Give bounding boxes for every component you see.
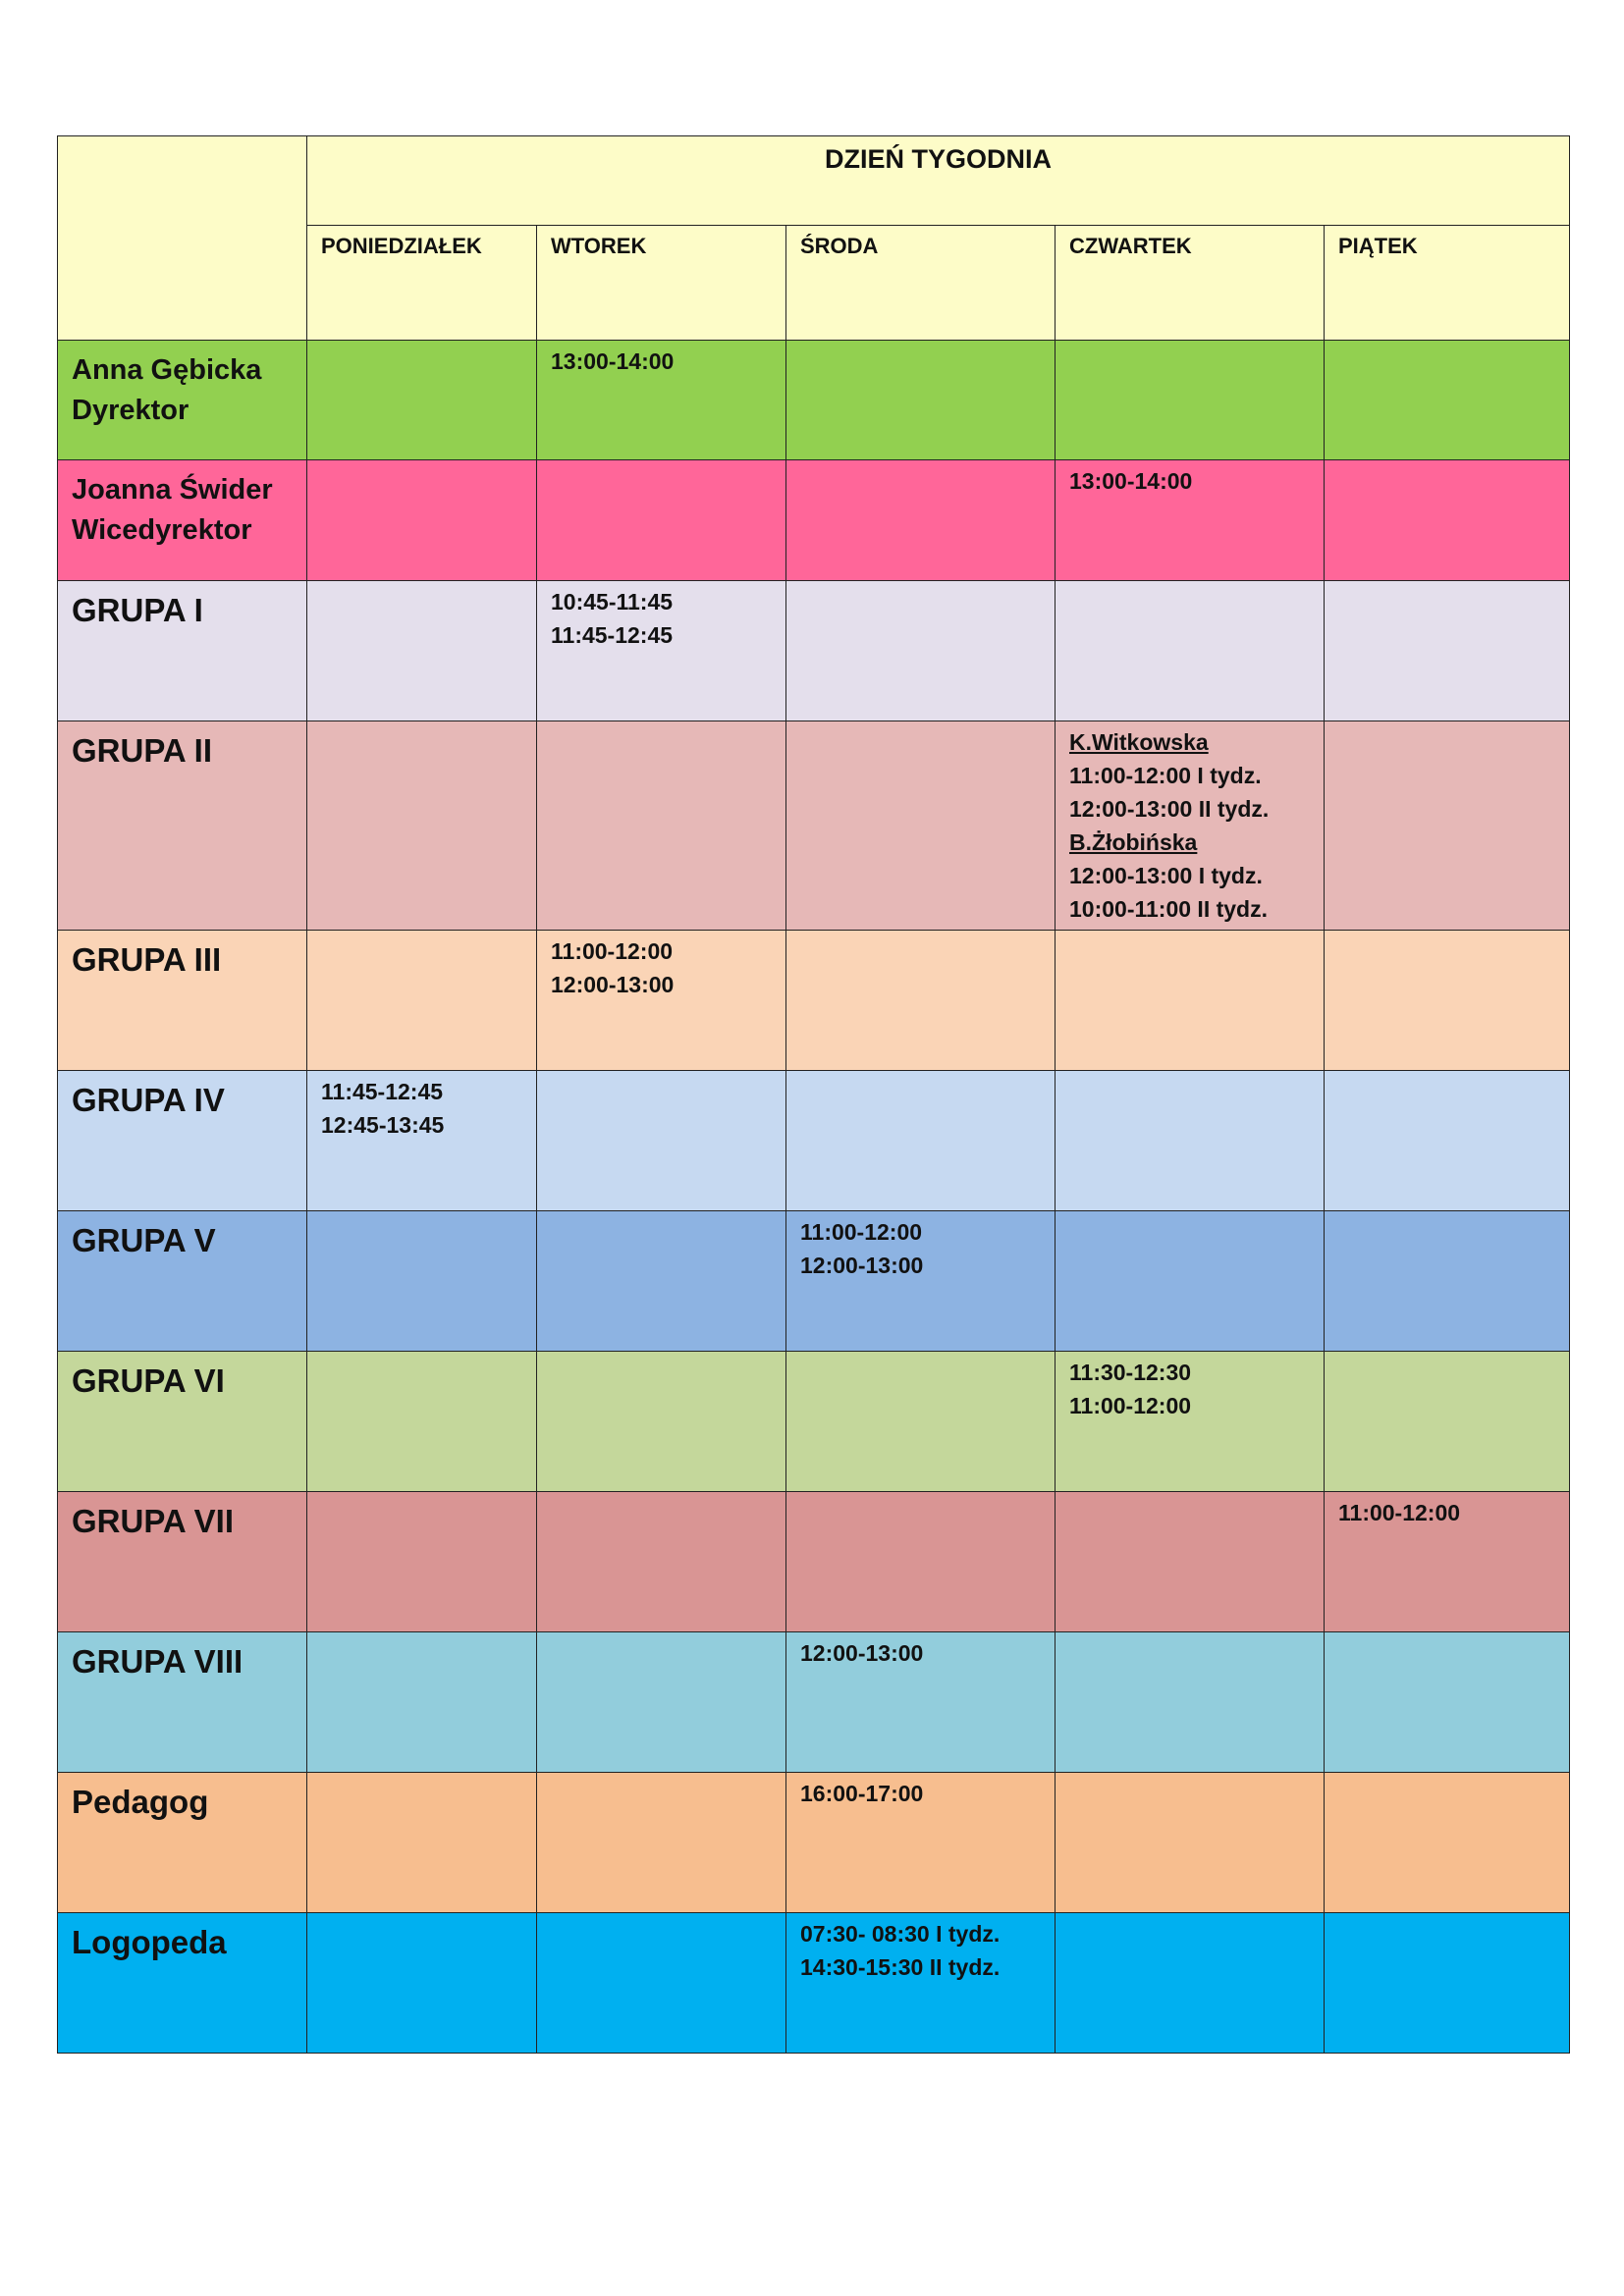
schedule-cell xyxy=(307,1071,537,1211)
row-label xyxy=(58,341,307,460)
schedule-cell xyxy=(537,581,786,721)
schedule-cell xyxy=(786,1492,1056,1632)
schedule-cell xyxy=(1056,1913,1325,2054)
row-label-line: GRUPA VIII xyxy=(72,1643,244,1680)
schedule-cell xyxy=(537,341,786,460)
row-label xyxy=(58,721,307,931)
schedule-cell xyxy=(307,341,537,460)
schedule-cell xyxy=(537,1913,786,2054)
schedule-cell xyxy=(786,581,1056,721)
schedule-row xyxy=(58,341,1570,460)
schedule-cell xyxy=(537,1071,786,1211)
schedule-cell xyxy=(307,721,537,931)
time-slot: 12:00-13:00 xyxy=(800,1253,924,1278)
schedule-cell xyxy=(786,1211,1056,1352)
row-label-line: Wicedyrektor xyxy=(72,514,252,546)
schedule-cell xyxy=(1325,721,1570,931)
day-header-wednesday: ŚRODA xyxy=(786,226,1056,341)
schedule-cell xyxy=(307,1352,537,1492)
time-slot: 11:30-12:30 xyxy=(1069,1360,1192,1385)
schedule-cell xyxy=(786,1071,1056,1211)
time-slot: 14:30-15:30 II tydz. xyxy=(800,1954,1001,1980)
schedule-cell xyxy=(1325,1913,1570,2054)
corner-cell xyxy=(58,136,307,341)
row-label xyxy=(58,1352,307,1492)
schedule-cell xyxy=(307,1773,537,1913)
schedule-cell xyxy=(307,1492,537,1632)
schedule-cell xyxy=(1056,1492,1325,1632)
row-label-line: Anna Gębicka xyxy=(72,354,262,386)
schedule-cell xyxy=(786,1773,1056,1913)
schedule-row xyxy=(58,1913,1570,2054)
schedule-row xyxy=(58,1773,1570,1913)
schedule-cell xyxy=(1325,1773,1570,1913)
row-label xyxy=(58,460,307,581)
row-label-line: GRUPA III xyxy=(72,941,222,978)
schedule-row xyxy=(58,721,1570,931)
schedule-cell xyxy=(307,1632,537,1773)
schedule-cell xyxy=(786,931,1056,1071)
schedule-cell xyxy=(1056,341,1325,460)
row-label-line: Joanna Świder xyxy=(72,474,273,506)
time-slot: 12:45-13:45 xyxy=(321,1112,445,1138)
schedule-row xyxy=(58,1352,1570,1492)
schedule-cell xyxy=(1325,341,1570,460)
time-slot: 12:00-13:00 xyxy=(800,1640,924,1666)
schedule-cell xyxy=(537,1211,786,1352)
schedule-row xyxy=(58,1492,1570,1632)
row-label xyxy=(58,931,307,1071)
schedule-cell xyxy=(537,1773,786,1913)
time-slot: 11:00-12:00 xyxy=(1338,1500,1461,1525)
schedule-cell xyxy=(537,1492,786,1632)
time-slot: 12:00-13:00 I tydz. xyxy=(1069,863,1263,888)
time-slot: 10:45-11:45 xyxy=(551,589,674,614)
time-slot: 11:45-12:45 xyxy=(551,622,674,648)
schedule-cell xyxy=(1325,931,1570,1071)
time-slot: 07:30- 08:30 I tydz. xyxy=(800,1921,1001,1947)
schedule-row xyxy=(58,460,1570,581)
schedule-cell xyxy=(1325,1071,1570,1211)
schedule-cell xyxy=(1325,1492,1570,1632)
row-label xyxy=(58,581,307,721)
teacher-name: B.Żłobińska xyxy=(1069,829,1198,855)
teacher-name: K.Witkowska xyxy=(1069,729,1209,755)
schedule-cell xyxy=(786,1632,1056,1773)
table-title: DZIEŃ TYGODNIA xyxy=(307,136,1570,226)
time-slot: 11:00-12:00 xyxy=(1069,1393,1192,1418)
time-slot: 11:45-12:45 xyxy=(321,1079,444,1104)
schedule-row xyxy=(58,931,1570,1071)
schedule-cell xyxy=(1325,1352,1570,1492)
row-label-line: Dyrektor xyxy=(72,395,189,426)
row-label xyxy=(58,1632,307,1773)
schedule-cell xyxy=(537,460,786,581)
schedule-cell xyxy=(1056,460,1325,581)
day-header-tuesday: WTOREK xyxy=(537,226,786,341)
schedule-cell xyxy=(537,1632,786,1773)
schedule-cell xyxy=(307,460,537,581)
schedule-cell xyxy=(786,460,1056,581)
schedule-cell xyxy=(307,931,537,1071)
schedule-cell xyxy=(1325,1211,1570,1352)
schedule-cell xyxy=(307,581,537,721)
schedule-row xyxy=(58,1632,1570,1773)
row-label-line: GRUPA VI xyxy=(72,1362,225,1399)
schedule-cell xyxy=(307,1913,537,2054)
time-slot: 11:00-12:00 I tydz. xyxy=(1069,763,1262,788)
row-label xyxy=(58,1211,307,1352)
schedule-cell xyxy=(1056,1773,1325,1913)
schedule-cell xyxy=(1325,460,1570,581)
row-label-line: GRUPA I xyxy=(72,592,203,628)
row-label xyxy=(58,1773,307,1913)
schedule-row xyxy=(58,1211,1570,1352)
row-label-line: GRUPA V xyxy=(72,1222,216,1258)
schedule-row xyxy=(58,581,1570,721)
schedule-cell xyxy=(537,721,786,931)
schedule-row xyxy=(58,1071,1570,1211)
row-label-line: GRUPA II xyxy=(72,732,213,769)
schedule-cell xyxy=(537,931,786,1071)
schedule-cell xyxy=(1056,1352,1325,1492)
schedule-cell xyxy=(786,341,1056,460)
schedule-table xyxy=(57,135,1570,2054)
row-label xyxy=(58,1913,307,2054)
row-label-line: GRUPA IV xyxy=(72,1082,225,1118)
schedule-cell xyxy=(1056,721,1325,931)
time-slot: 12:00-13:00 II tydz. xyxy=(1069,796,1270,822)
schedule-cell xyxy=(1325,1632,1570,1773)
time-slot: 11:00-12:00 xyxy=(551,938,674,964)
schedule-cell xyxy=(786,1352,1056,1492)
schedule-cell xyxy=(1056,931,1325,1071)
row-label-line: GRUPA VII xyxy=(72,1503,235,1539)
schedule-cell xyxy=(1056,1211,1325,1352)
schedule-cell xyxy=(1056,581,1325,721)
time-slot: 13:00-14:00 xyxy=(1069,468,1193,494)
time-slot: 10:00-11:00 II tydz. xyxy=(1069,896,1268,922)
time-slot: 16:00-17:00 xyxy=(800,1781,924,1806)
day-header-thursday: CZWARTEK xyxy=(1056,226,1325,341)
row-label-line: Logopeda xyxy=(72,1924,227,1960)
row-label xyxy=(58,1071,307,1211)
time-slot: 12:00-13:00 xyxy=(551,972,675,997)
day-header-friday: PIĄTEK xyxy=(1325,226,1570,341)
schedule-cell xyxy=(786,1913,1056,2054)
schedule-cell xyxy=(786,721,1056,931)
day-header-monday: PONIEDZIAŁEK xyxy=(307,226,537,341)
row-label xyxy=(58,1492,307,1632)
time-slot: 13:00-14:00 xyxy=(551,348,675,374)
time-slot: 11:00-12:00 xyxy=(800,1219,923,1245)
schedule-cell xyxy=(1325,581,1570,721)
schedule-cell xyxy=(307,1211,537,1352)
schedule-cell xyxy=(1056,1632,1325,1773)
schedule-cell xyxy=(537,1352,786,1492)
schedule-cell xyxy=(1056,1071,1325,1211)
row-label-line: Pedagog xyxy=(72,1784,209,1820)
